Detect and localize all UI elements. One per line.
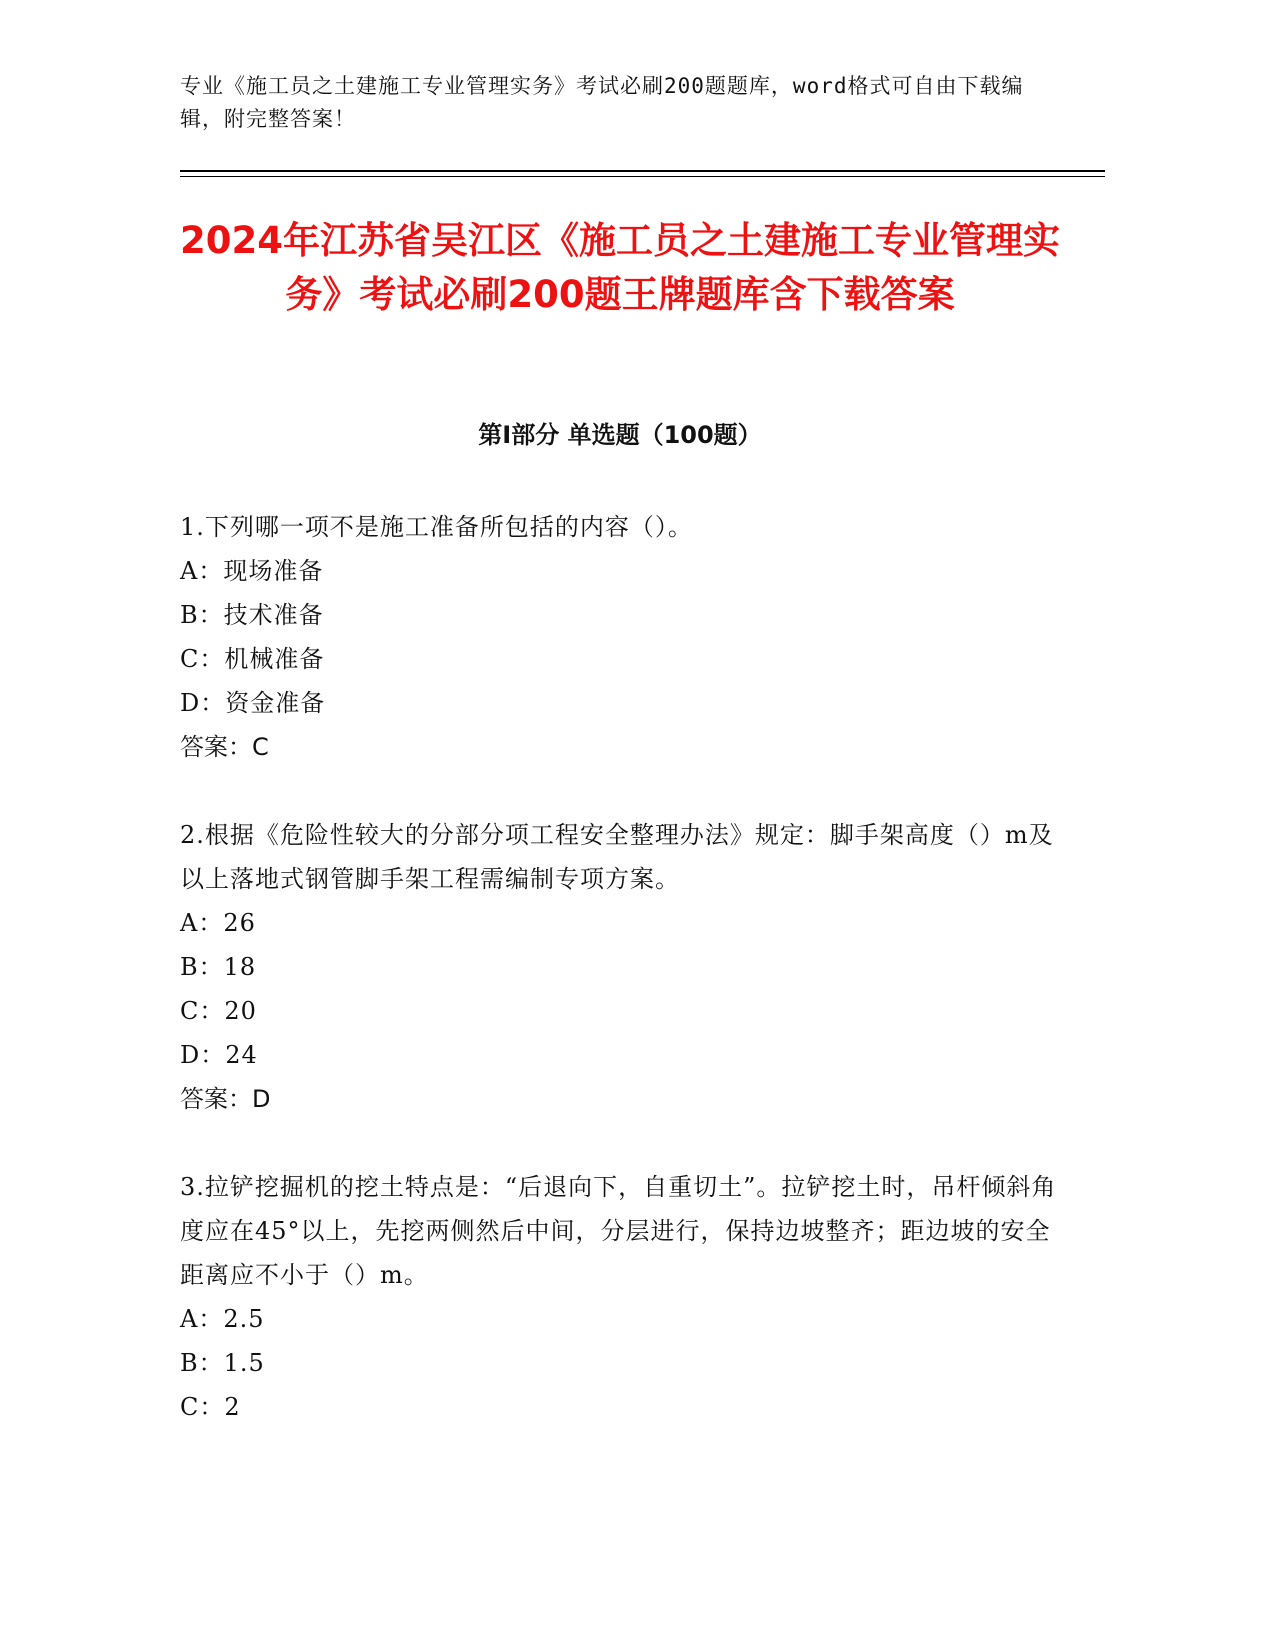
header-rule-thick	[180, 170, 1105, 172]
option-b: B：1.5	[180, 1349, 265, 1377]
option-a: A：现场准备	[180, 557, 324, 585]
option-d: D：24	[180, 1041, 258, 1069]
option-c: C：20	[180, 997, 257, 1025]
question-answer: 答案：D	[180, 1085, 271, 1113]
option-a: A：2.5	[180, 1305, 265, 1333]
question-stem: 1.下列哪一项不是施工准备所包括的内容（）。	[180, 513, 693, 541]
option-d: D：资金准备	[180, 689, 326, 717]
option-b: B：18	[180, 953, 257, 981]
question-answer: 答案：C	[180, 733, 269, 761]
section-title: 第Ⅰ部分 单选题（100题）	[478, 421, 762, 449]
header-rule-thin	[180, 176, 1105, 177]
option-c: C：2	[180, 1393, 241, 1421]
option-c: C：机械准备	[180, 645, 325, 673]
question-stem: 2.根据《危险性较大的分部分项工程安全整理办法》规定：脚手架高度（）m及以上落地式钢管脚手架工程需编制专项方案。	[180, 821, 1054, 893]
document-title: 2024年江苏省吴江区《施工员之土建施工专业管理实务》考试必刷200题王牌题库含下载答案	[180, 219, 1060, 316]
question-1	[180, 505, 1060, 769]
header-note: 专业《施工员之土建施工专业管理实务》考试必刷200题题库，word格式可自由下载编辑，附完整答案！	[180, 74, 1024, 131]
question-3	[180, 1165, 1060, 1429]
option-a: A：26	[180, 909, 256, 937]
question-stem: 3.拉铲挖掘机的挖土特点是：“后退向下，自重切土”。拉铲挖土时，吊杆倾斜角度应在45°以上，先挖两侧然后中间，分层进行，保持边坡整齐；距边坡的安全距离应不小于（）m。	[180, 1173, 1057, 1289]
question-2	[180, 813, 1060, 1121]
option-b: B：技术准备	[180, 601, 324, 629]
question-list	[180, 505, 1060, 1473]
